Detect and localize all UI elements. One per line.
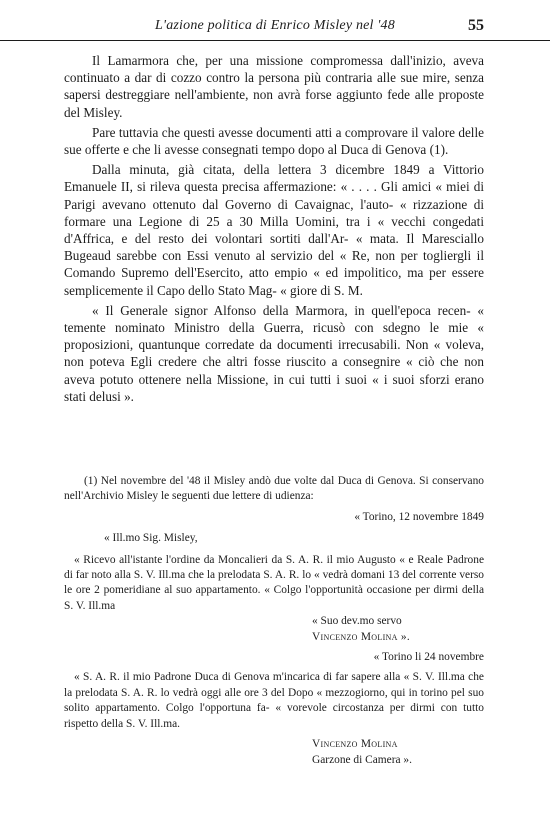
letter-role: Garzone di Camera ».	[312, 753, 412, 766]
page-number: 55	[468, 17, 484, 34]
paragraph: Pare tuttavia che questi avesse documenti atti a comprovare il valore delle sue offerte e che li avesse consegnati tempo dopo al Duca di Genova (1).	[64, 124, 484, 158]
letter-dateline: « Torino, 12 novembre 1849	[354, 510, 484, 523]
letter-signature: Vincenzo Molina	[312, 738, 398, 751]
letter-closing: « Suo dev.mo servo	[312, 615, 402, 628]
footnote	[64, 474, 484, 768]
letter-signature: Vincenzo Molina ».	[312, 630, 410, 643]
paragraph: « Il Generale signor Alfonso della Marmora, in quell'epoca recen- « temente nominato Ministro della Guerra, ricusò con sdegno le mie « proposizioni, quantunque corredate da documenti irrecusabili. Non « voleva, non poteva Egli credere che altri fosse riuscito a consegnire « ciò che non aveva potuto ottenere nella Missione, in cui tutti i suoi « i suoi sforzi erano stati delusi ».	[64, 302, 484, 404]
paragraph: Dalla minuta, già citata, della lettera 3 dicembre 1849 a Vittorio Emanuele II, si rileva questa precisa affermazione: « . . . . Gli amici « miei di Parigi avevano ottenuto dal Governo di Cavaignac, l'auto- « rizzazione di formare una Legione di 25 a 30 Milla Uomini, tra i « vecchi congedati d'Affrica, e del resto dei volontari sortiti dall'Ar- « mata. Il Maresciallo Bugeaud sarebbe con Essi venuto al servizio del « Re, non per togliergli il Comando Supremo dell'Esercito, atto empio « ed impolitico, ma per essere semplicemente il Capo dello Stato Mag- « giore di S. M.	[64, 162, 484, 298]
main-text	[64, 52, 484, 408]
letter-dateline: « Torino li 24 novembre	[373, 651, 484, 664]
letter-text: « S. A. R. il mio Padrone Duca di Genova m'incarica di far sapere alla « S. V. Ill.ma che la prelodata S. A. R. lo vedrà oggi alle ore 3 del Dopo « mezzogiorno, qui in torino pel suo solito appartamento. Colgo l'opportuna fa- « vorevole circostanza per dirmi con tutto rispetto della S. V. Ill.ma.	[64, 671, 484, 730]
footnote-intro: (1) Nel novembre del '48 il Misley andò due volte dal Duca di Genova. Si conservano nell'Archivio Misley le seguenti due lettere di udienza:	[64, 475, 484, 503]
running-header	[0, 18, 550, 41]
paragraph: Il Lamarmora che, per una missione compromessa dall'inizio, aveva continuato a dar di cozzo contro la persona più contraria alle sue mire, senza sapersi destreggiare nell'ambiente, non avrà forse aggiunto fede alle proposte del Misley.	[64, 53, 484, 120]
letter-text: « Ricevo all'istante l'ordine da Moncalieri da S. A. R. il mio Augusto « e Reale Padrone di far noto alla S. V. Ill.ma che la prelodata S. A. R. lo « vedrà domani 13 del corrente verso le ore 2 pomeridiane al suo appartamento. « Colgo l'opportunità occasione per dirmi della S. V. Ill.ma	[64, 553, 484, 612]
letter-salutation: « Ill.mo Sig. Misley,	[104, 532, 198, 545]
running-title: L'azione politica di Enrico Misley nel '48	[155, 18, 395, 33]
